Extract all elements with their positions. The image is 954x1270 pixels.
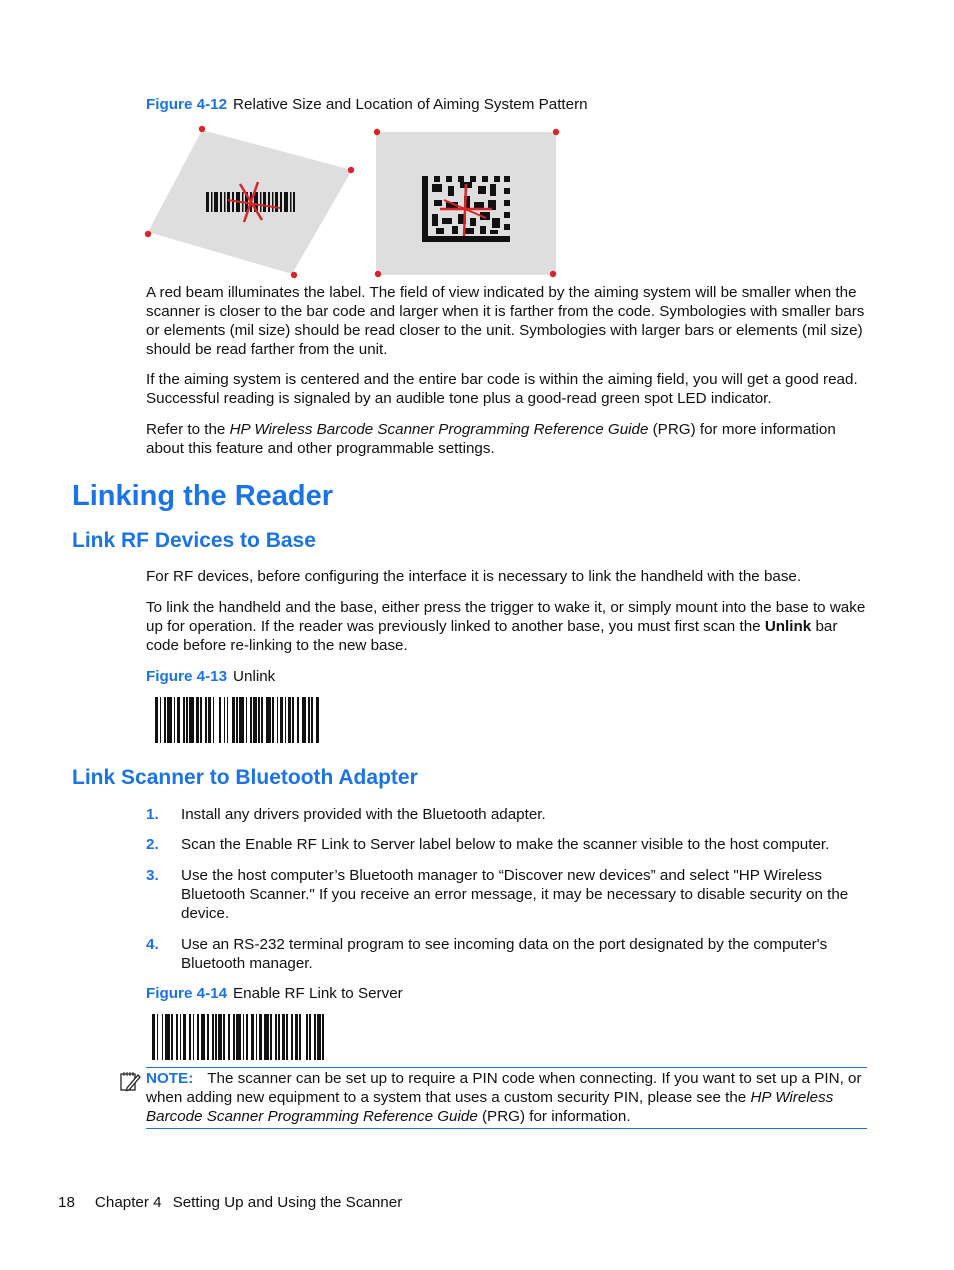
barcode-bar xyxy=(201,1014,206,1060)
figure-4-13-caption xyxy=(146,667,275,686)
barcode-bar xyxy=(152,1014,155,1060)
barcode-bar xyxy=(246,697,248,743)
barcode-bar xyxy=(176,1014,178,1060)
intro-paragraph-2: If the aiming system is centered and the entire bar code is within the aiming field, you will get a good read. Successful reading is signaled by an audible tone plus a good-read green spot LED indicator. xyxy=(146,371,858,407)
step-text: Use the host computer’s Bluetooth manager to “Discover new devices” and select "HP Wireless Bluetooth Scanner." If you receive an error message, it may be necessary to disable security on the device. xyxy=(181,867,849,922)
barcode-bar xyxy=(218,1014,221,1060)
barcode-bar xyxy=(177,697,180,743)
barcode-bar xyxy=(186,697,188,743)
figure-caption-text: Unlink xyxy=(233,668,276,685)
barcode-bar xyxy=(213,697,215,743)
aim-corner-dot xyxy=(374,129,380,135)
barcode-bar xyxy=(212,1014,214,1060)
page-number: 18 xyxy=(58,1194,75,1211)
barcode-bar xyxy=(171,1014,173,1060)
barcode-bar xyxy=(196,697,199,743)
aim-corner-dot xyxy=(550,271,556,277)
barcode-bar xyxy=(165,1014,170,1060)
barcode-bar xyxy=(219,697,221,743)
step-number: 1. xyxy=(146,806,159,823)
barcode-bar xyxy=(236,1014,241,1060)
barcode-bar xyxy=(282,1014,285,1060)
barcode-bar xyxy=(251,1014,254,1060)
step-number: 4. xyxy=(146,936,159,953)
barcode-bar xyxy=(183,1014,186,1060)
aiming-pattern-figure xyxy=(140,122,565,282)
chapter-label: Chapter 4 xyxy=(94,1194,162,1211)
barcode-bar xyxy=(183,697,185,743)
note-text: NOTE: The scanner can be set up to require a PIN code when connecting. If you want to set up a PIN, or when adding new equipment to a system that uses a custom security PIN, please see the HP Wireless Barcode Scanner Programming Reference Guide (PRG) for information. xyxy=(146,1070,862,1125)
barcode-bar xyxy=(189,1014,191,1060)
barcode-bar xyxy=(215,1014,217,1060)
step-text: Scan the Enable RF Link to Server label below to make the scanner visible to the host computer. xyxy=(181,836,830,853)
guide-title: HP Wireless Barcode Scanner Programming Reference Guide xyxy=(229,421,649,438)
barcode-bar xyxy=(228,1014,230,1060)
section-title: Linking the Reader xyxy=(72,480,334,512)
intro-paragraph-3: Refer to the HP Wireless Barcode Scanner Programming Reference Guide (PRG) for more information about this feature and other programmable settings. xyxy=(146,421,836,457)
barcode-bar xyxy=(205,697,207,743)
barcode-bar xyxy=(227,697,229,743)
barcode-bar xyxy=(250,697,252,743)
barcode-bar xyxy=(291,1014,293,1060)
barcode-bar xyxy=(155,697,158,743)
subsection-title-bluetooth: Link Scanner to Bluetooth Adapter xyxy=(72,766,418,789)
barcode-bar xyxy=(193,1014,195,1060)
guide-title: HP Wireless Barcode Scanner Programming Reference Guide xyxy=(146,1089,834,1125)
step-text: Install any drivers provided with the Bluetooth adapter. xyxy=(181,806,546,823)
barcode-bar xyxy=(302,697,307,743)
aim-corner-dot xyxy=(291,272,297,278)
barcode-bar xyxy=(207,1014,209,1060)
barcode-bar xyxy=(174,697,176,743)
aim-corner-dot xyxy=(375,271,381,277)
chapter-title: Setting Up and Using the Scanner xyxy=(172,1194,403,1211)
barcode-bar xyxy=(299,1014,301,1060)
barcode-bar xyxy=(224,697,226,743)
barcode-bar xyxy=(180,1014,182,1060)
barcode-bar xyxy=(208,697,211,743)
figure-number: Figure 4-14 xyxy=(146,985,228,1002)
barcode-bar xyxy=(164,697,166,743)
barcode-bar xyxy=(308,697,310,743)
barcode-bar xyxy=(246,1014,248,1060)
barcode-bar xyxy=(306,1014,308,1060)
barcode-bar xyxy=(167,697,172,743)
barcode-bar xyxy=(223,1014,225,1060)
2d-barcode-aiming-diagram xyxy=(374,129,559,277)
barcode-bar xyxy=(243,1014,245,1060)
barcode-bar xyxy=(317,1014,320,1060)
step-number: 3. xyxy=(146,867,159,884)
barcode-bar xyxy=(264,1014,269,1060)
barcode-bar xyxy=(278,1014,280,1060)
note-label: NOTE: xyxy=(146,1070,194,1087)
enable-rf-link-barcode xyxy=(152,1014,327,1060)
barcode-bar xyxy=(297,697,299,743)
barcode-bar xyxy=(189,697,194,743)
aim-corner-dot xyxy=(348,167,354,173)
barcode-bar xyxy=(162,1014,164,1060)
page-footer xyxy=(58,1193,402,1212)
barcode-bar xyxy=(266,697,271,743)
barcode-bar xyxy=(160,697,162,743)
figure-4-14-caption xyxy=(146,984,403,1003)
step-text: Use an RS-232 terminal program to see incoming data on the port designated by the computer's Bluetooth manager. xyxy=(181,936,828,972)
barcode-bar xyxy=(270,1014,272,1060)
figure-caption-text: Relative Size and Location of Aiming System Pattern xyxy=(233,96,588,113)
barcode-bar xyxy=(295,1014,298,1060)
barcode-bar xyxy=(314,1014,316,1060)
barcode-bar xyxy=(232,697,235,743)
barcode-bar xyxy=(197,1014,199,1060)
barcode-bar xyxy=(288,697,291,743)
aim-corner-dot xyxy=(145,231,151,237)
note-box xyxy=(146,1067,867,1129)
aim-corner-dot xyxy=(199,126,205,132)
link-rf-paragraph-2: To link the handheld and the base, either press the trigger to wake it, or simply mount into the base to wake up for operation. If the reader was previously linked to another base, you must first scan the Unlink bar code before re-linking to the new base. xyxy=(146,599,866,654)
barcode-bar xyxy=(309,1014,311,1060)
barcode-bar xyxy=(239,697,244,743)
barcode-bar xyxy=(253,697,256,743)
figure-number: Figure 4-13 xyxy=(146,668,228,685)
barcode-bar xyxy=(157,1014,159,1060)
barcode-bar xyxy=(292,697,294,743)
linear-barcode-aiming-diagram xyxy=(145,126,354,278)
barcode-bar xyxy=(236,697,238,743)
barcode-bar xyxy=(316,697,319,743)
figure-number: Figure 4-12 xyxy=(146,96,228,113)
intro-paragraph-1: A red beam illuminates the label. The field of view indicated by the aiming system will be smaller when the scanner is closer to the bar code and larger when it is farther from the code. Symbologies with smaller bars or elements (mil size) should be read closer to the unit. Symbologies with larger bars or elements (mil size) should be read farther from the unit. xyxy=(146,284,865,358)
aim-corner-dot xyxy=(553,129,559,135)
step-number: 2. xyxy=(146,836,159,853)
barcode-bar xyxy=(322,1014,324,1060)
figure-caption-text: Enable RF Link to Server xyxy=(233,985,403,1002)
barcode-bar xyxy=(277,697,279,743)
barcode-bar xyxy=(311,697,313,743)
barcode-bar xyxy=(280,697,283,743)
unlink-barcode xyxy=(155,697,319,743)
subsection-title-link-rf: Link RF Devices to Base xyxy=(72,529,316,552)
figure-4-12-caption xyxy=(146,95,588,114)
barcode-bar xyxy=(275,1014,277,1060)
barcode-bar xyxy=(261,697,263,743)
barcode-bar xyxy=(259,1014,262,1060)
barcode-bar xyxy=(285,697,287,743)
barcode-bar xyxy=(258,697,260,743)
barcode-bar xyxy=(272,697,274,743)
barcode-bar xyxy=(233,1014,235,1060)
link-rf-paragraph-1: For RF devices, before configuring the interface it is necessary to link the handheld with the base. xyxy=(146,568,802,585)
barcode-bar xyxy=(286,1014,288,1060)
barcode-bar xyxy=(256,1014,258,1060)
barcode-bar xyxy=(200,697,202,743)
note-pencil-icon xyxy=(118,1069,142,1093)
